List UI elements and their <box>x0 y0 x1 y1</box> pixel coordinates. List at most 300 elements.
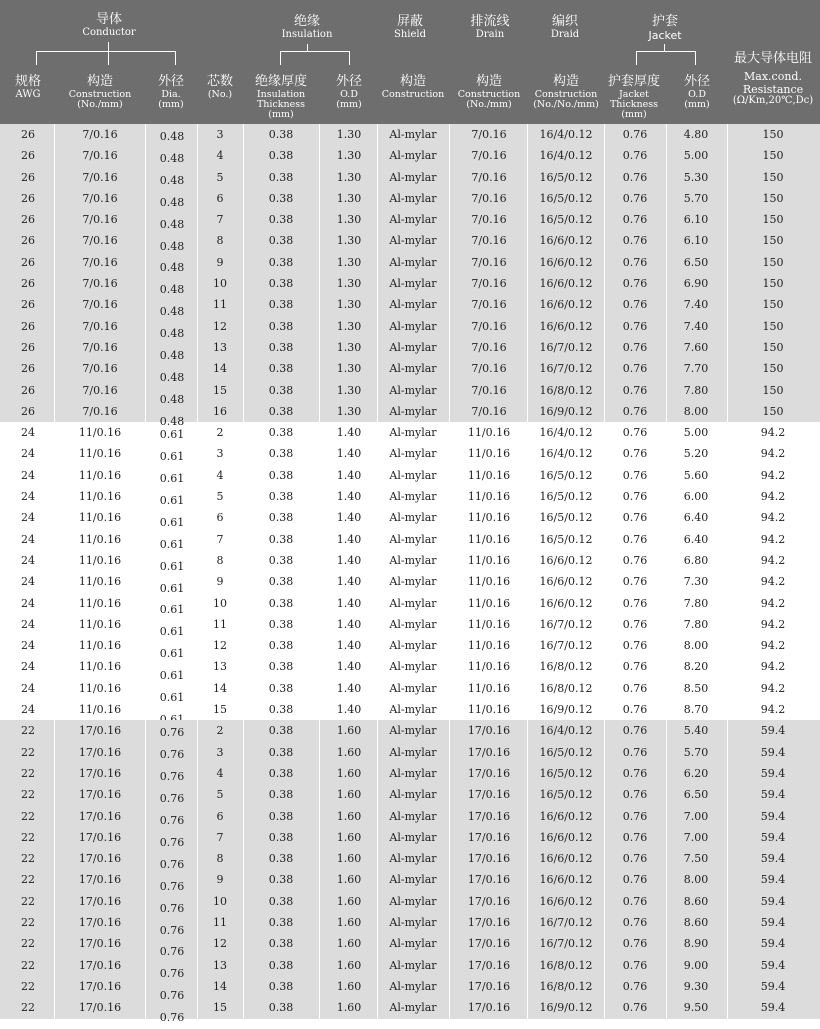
cell-ins-thick: 0.38 <box>268 617 294 631</box>
cell-construction: 11/0.16 <box>78 681 122 695</box>
cell-drain: 7/0.16 <box>471 383 507 397</box>
cell-resistance: 150 <box>762 277 784 291</box>
table-row <box>0 252 820 273</box>
cell-resistance: 150 <box>762 170 784 184</box>
cell-shield: Al-mylar <box>389 873 437 887</box>
cell-ins-od: 1.40 <box>336 468 362 482</box>
cell-od: 6.80 <box>683 553 709 567</box>
cell-shield: Al-mylar <box>389 447 437 461</box>
cell-construction: 17/0.16 <box>78 852 122 866</box>
table-row <box>0 294 820 319</box>
cell-jacket-thick: 0.76 <box>622 447 648 461</box>
cell-ins-thick: 0.38 <box>268 788 294 802</box>
cell-dia: 0.76 <box>159 835 185 849</box>
table-row <box>0 763 820 784</box>
cell-jacket-thick: 0.76 <box>622 170 648 184</box>
cell-ins-od: 1.60 <box>336 852 362 866</box>
cell-shield: Al-mylar <box>389 191 437 205</box>
drain-en2: (No./mm) <box>466 98 512 110</box>
cell-braid: 16/7/0.12 <box>539 340 593 354</box>
cell-jacket-thick: 0.76 <box>622 852 648 866</box>
jacket-bracket-vertical <box>664 44 665 51</box>
shield-zh: 构造 <box>399 74 426 89</box>
cell-cores: 4 <box>216 766 224 780</box>
cell-ins-thick: 0.38 <box>268 255 294 269</box>
cell-shield: Al-mylar <box>389 639 437 653</box>
cell-awg: 26 <box>21 191 35 205</box>
cell-awg: 26 <box>21 255 35 269</box>
cell-cores: 6 <box>216 809 224 823</box>
cell-od: 7.70 <box>683 362 709 376</box>
cell-dia: 0.48 <box>159 261 185 275</box>
cell-jacket-thick: 0.76 <box>622 681 648 695</box>
insulation-group-label <box>262 15 352 41</box>
cell-awg: 24 <box>21 681 35 695</box>
cell-braid: 16/6/0.12 <box>539 809 593 823</box>
cell-awg: 22 <box>21 1001 35 1015</box>
cell-resistance: 94.2 <box>760 596 786 610</box>
cell-jacket-thick: 0.76 <box>622 596 648 610</box>
cell-ins-thick: 0.38 <box>268 681 294 695</box>
table-row <box>0 145 820 166</box>
cell-jacket-thick: 0.76 <box>622 468 648 482</box>
table-row <box>0 678 820 705</box>
cell-ins-thick: 0.38 <box>268 447 294 461</box>
cell-ins-thick: 0.38 <box>268 830 294 844</box>
cell-shield: Al-mylar <box>389 170 437 184</box>
cell-dia: 0.48 <box>159 414 185 428</box>
cell-dia: 0.76 <box>159 770 185 784</box>
cell-drain: 17/0.16 <box>467 894 511 908</box>
cell-drain: 7/0.16 <box>471 298 507 312</box>
cell-shield: Al-mylar <box>389 468 437 482</box>
cell-braid: 16/5/0.12 <box>539 170 593 184</box>
cell-ins-thick: 0.38 <box>268 916 294 930</box>
awg-en: AWG <box>15 89 41 100</box>
cell-od: 7.00 <box>683 830 709 844</box>
cell-shield: Al-mylar <box>389 255 437 269</box>
construction-en2: (No./mm) <box>77 98 123 110</box>
cell-resistance: 94.2 <box>760 703 786 717</box>
col-header-resistance <box>728 52 818 107</box>
cell-cores: 6 <box>216 511 224 525</box>
cell-ins-od: 1.60 <box>336 788 362 802</box>
table-row <box>0 380 820 406</box>
cell-braid: 16/5/0.12 <box>539 745 593 759</box>
cell-jacket-thick: 0.76 <box>622 340 648 354</box>
cell-ins-od: 1.30 <box>336 277 362 291</box>
cell-jacket-thick: 0.76 <box>622 639 648 653</box>
table-row <box>0 997 820 1025</box>
table-row <box>0 550 820 571</box>
cell-drain: 11/0.16 <box>467 660 511 674</box>
cell-awg: 24 <box>21 426 35 440</box>
cell-resistance: 150 <box>762 255 784 269</box>
cell-awg: 24 <box>21 532 35 546</box>
cell-resistance: 94.2 <box>760 639 786 653</box>
cell-resistance: 59.4 <box>760 1001 786 1015</box>
cell-jacket-thick: 0.76 <box>622 1001 648 1015</box>
conductor-bracket-vertical <box>108 42 109 51</box>
cell-dia: 0.48 <box>159 173 185 187</box>
cell-dia: 0.61 <box>159 603 185 617</box>
cell-drain: 11/0.16 <box>467 426 511 440</box>
conductor-bracket-mid <box>108 51 109 65</box>
cell-drain: 7/0.16 <box>471 191 507 205</box>
braid-en1: Construction <box>534 89 598 100</box>
table-row <box>0 124 820 145</box>
cell-braid: 16/6/0.12 <box>539 234 593 248</box>
cell-construction: 11/0.16 <box>78 553 122 567</box>
cell-od: 8.60 <box>683 916 709 930</box>
cell-resistance: 150 <box>762 383 784 397</box>
resistance-zh: 最大导体电阻 <box>733 51 812 66</box>
cell-od: 8.60 <box>683 894 709 908</box>
cell-cores: 3 <box>216 128 224 141</box>
cell-od: 7.30 <box>683 575 709 589</box>
cell-ins-thick: 0.38 <box>268 426 294 440</box>
ins-thick-zh: 绝缘厚度 <box>254 74 307 89</box>
table-row <box>0 422 820 443</box>
cell-ins-od: 1.40 <box>336 639 362 653</box>
cell-dia: 0.48 <box>159 151 185 165</box>
cell-cores: 12 <box>213 937 227 951</box>
cell-dia: 0.48 <box>159 239 185 253</box>
awg-zh: 规格 <box>14 74 41 89</box>
cell-awg: 24 <box>21 596 35 610</box>
cell-braid: 16/6/0.12 <box>539 894 593 908</box>
dia-en2: (mm) <box>158 98 184 110</box>
dia-en1: Dia. <box>161 89 181 100</box>
cell-jacket-thick: 0.76 <box>622 724 648 738</box>
table-row <box>0 358 820 385</box>
cell-resistance: 59.4 <box>760 873 786 887</box>
cell-jacket-thick: 0.76 <box>622 788 648 802</box>
cell-od: 6.10 <box>683 234 709 248</box>
cell-od: 7.40 <box>683 298 709 312</box>
cell-ins-od: 1.30 <box>336 255 362 269</box>
cell-shield: Al-mylar <box>389 852 437 866</box>
cell-braid: 16/8/0.12 <box>539 681 593 695</box>
cell-dia: 0.76 <box>159 857 185 871</box>
cell-shield: Al-mylar <box>389 681 437 695</box>
cell-dia: 0.61 <box>159 472 185 485</box>
cell-dia: 0.48 <box>159 195 185 209</box>
cell-cores: 5 <box>216 170 224 184</box>
cell-construction: 11/0.16 <box>78 596 122 610</box>
cell-ins-thick: 0.38 <box>268 532 294 546</box>
cell-resistance: 150 <box>762 191 784 205</box>
cell-ins-od: 1.60 <box>336 979 362 993</box>
table-row <box>0 720 820 741</box>
jacket-bracket-left <box>636 51 637 65</box>
cell-shield: Al-mylar <box>389 383 437 397</box>
cell-awg: 26 <box>21 213 35 227</box>
cell-od: 8.90 <box>683 937 709 951</box>
cell-awg: 22 <box>21 724 35 738</box>
col-header-drain <box>450 75 528 110</box>
cell-drain: 11/0.16 <box>467 639 511 653</box>
cell-braid: 16/5/0.12 <box>539 191 593 205</box>
cell-jacket-thick: 0.76 <box>622 277 648 291</box>
cell-braid: 16/9/0.12 <box>539 404 593 418</box>
cell-resistance: 59.4 <box>760 894 786 908</box>
cell-ins-thick: 0.38 <box>268 979 294 993</box>
cell-ins-od: 1.40 <box>336 575 362 589</box>
cell-dia: 0.76 <box>159 901 185 915</box>
cell-construction: 7/0.16 <box>82 319 118 333</box>
cell-ins-thick: 0.38 <box>268 873 294 887</box>
cell-braid: 16/7/0.12 <box>539 362 593 376</box>
cell-od: 5.60 <box>683 468 709 482</box>
cores-zh: 芯数 <box>206 74 233 89</box>
cell-awg: 24 <box>21 703 35 717</box>
cell-dia: 0.61 <box>159 581 185 595</box>
cell-shield: Al-mylar <box>389 128 437 141</box>
cell-construction: 17/0.16 <box>78 894 122 908</box>
cell-shield: Al-mylar <box>389 234 437 248</box>
cell-awg: 24 <box>21 468 35 482</box>
cell-construction: 7/0.16 <box>82 170 118 184</box>
cell-jacket-thick: 0.76 <box>622 916 648 930</box>
cell-construction: 7/0.16 <box>82 149 118 163</box>
cell-braid: 16/5/0.12 <box>539 788 593 802</box>
cell-ins-od: 1.40 <box>336 703 362 717</box>
table-row <box>0 827 820 848</box>
cell-braid: 16/8/0.12 <box>539 383 593 397</box>
table-row <box>0 933 820 959</box>
cell-jacket-thick: 0.76 <box>622 383 648 397</box>
cell-awg: 26 <box>21 319 35 333</box>
drain-top-en: Drain <box>475 29 505 40</box>
cell-resistance: 150 <box>762 128 784 141</box>
cell-drain: 7/0.16 <box>471 128 507 141</box>
cell-braid: 16/9/0.12 <box>539 1001 593 1015</box>
cell-ins-thick: 0.38 <box>268 213 294 227</box>
cell-od: 8.70 <box>683 703 709 717</box>
cell-drain: 17/0.16 <box>467 788 511 802</box>
cell-resistance: 150 <box>762 213 784 227</box>
awg-group <box>0 124 820 428</box>
cell-shield: Al-mylar <box>389 745 437 759</box>
cell-drain: 17/0.16 <box>467 852 511 866</box>
cell-dia: 0.48 <box>159 327 185 341</box>
col-header-jacket-thickness <box>603 75 665 120</box>
cell-awg: 24 <box>21 490 35 504</box>
cell-shield: Al-mylar <box>389 916 437 930</box>
cell-awg: 24 <box>21 639 35 653</box>
cell-dia: 0.76 <box>159 989 185 1003</box>
cell-dia: 0.48 <box>159 371 185 385</box>
cell-awg: 24 <box>21 660 35 674</box>
insulation-group-zh: 绝缘 <box>293 14 320 29</box>
cell-dia: 0.76 <box>159 967 185 981</box>
cell-shield: Al-mylar <box>389 340 437 354</box>
cell-cores: 10 <box>213 277 227 291</box>
cell-resistance: 94.2 <box>760 426 786 440</box>
cell-ins-od: 1.30 <box>336 340 362 354</box>
cell-jacket-thick: 0.76 <box>622 617 648 631</box>
cell-braid: 16/7/0.12 <box>539 639 593 653</box>
cell-cores: 16 <box>213 404 227 418</box>
cell-braid: 16/4/0.12 <box>539 149 593 163</box>
cell-dia: 0.76 <box>159 726 185 740</box>
table-row <box>0 167 820 188</box>
cell-shield: Al-mylar <box>389 511 437 525</box>
cell-jacket-thick: 0.76 <box>622 703 648 717</box>
cell-resistance: 59.4 <box>760 958 786 972</box>
cell-drain: 11/0.16 <box>467 553 511 567</box>
cell-ins-od: 1.40 <box>336 511 362 525</box>
shield-top-label <box>370 15 450 41</box>
cell-braid: 16/4/0.12 <box>539 724 593 738</box>
cell-awg: 22 <box>21 788 35 802</box>
cell-braid: 16/6/0.12 <box>539 575 593 589</box>
cell-drain: 17/0.16 <box>467 1001 511 1015</box>
cell-cores: 15 <box>213 1001 227 1015</box>
cell-awg: 22 <box>21 937 35 951</box>
cell-drain: 17/0.16 <box>467 916 511 930</box>
cell-drain: 7/0.16 <box>471 170 507 184</box>
cell-drain: 11/0.16 <box>467 511 511 525</box>
cell-shield: Al-mylar <box>389 596 437 610</box>
cell-drain: 11/0.16 <box>467 617 511 631</box>
drain-top-label <box>450 15 530 41</box>
cell-construction: 11/0.16 <box>78 660 122 674</box>
cell-resistance: 94.2 <box>760 553 786 567</box>
cell-jacket-thick: 0.76 <box>622 575 648 589</box>
cell-awg: 26 <box>21 170 35 184</box>
cell-jacket-thick: 0.76 <box>622 979 648 993</box>
cell-shield: Al-mylar <box>389 703 437 717</box>
cell-awg: 22 <box>21 809 35 823</box>
cell-ins-thick: 0.38 <box>268 553 294 567</box>
cell-braid: 16/6/0.12 <box>539 319 593 333</box>
cell-braid: 16/8/0.12 <box>539 660 593 674</box>
cell-cores: 11 <box>213 298 227 312</box>
cell-cores: 12 <box>213 319 227 333</box>
cell-cores: 8 <box>216 852 224 866</box>
col-header-shield <box>378 75 448 100</box>
cell-od: 5.00 <box>683 149 709 163</box>
cell-od: 6.40 <box>683 511 709 525</box>
col-header-cores <box>198 75 242 100</box>
cell-construction: 17/0.16 <box>78 958 122 972</box>
cell-dia: 0.61 <box>159 428 185 442</box>
cell-awg: 22 <box>21 873 35 887</box>
cell-braid: 16/5/0.12 <box>539 468 593 482</box>
cell-construction: 17/0.16 <box>78 1001 122 1015</box>
jacket-group-label <box>620 15 710 42</box>
cell-jacket-thick: 0.76 <box>622 553 648 567</box>
cell-shield: Al-mylar <box>389 426 437 440</box>
table-row <box>0 912 820 937</box>
cell-ins-od: 1.40 <box>336 660 362 674</box>
cell-od: 6.20 <box>683 766 709 780</box>
cell-shield: Al-mylar <box>389 213 437 227</box>
cell-od: 7.80 <box>683 596 709 610</box>
cell-od: 4.80 <box>683 128 709 141</box>
cell-ins-thick: 0.38 <box>268 703 294 717</box>
cell-od: 9.00 <box>683 958 709 972</box>
cell-jacket-thick: 0.76 <box>622 532 648 546</box>
resistance-en1: Max.cond. <box>744 70 802 83</box>
cell-ins-thick: 0.38 <box>268 937 294 951</box>
cell-resistance: 59.4 <box>760 916 786 930</box>
cell-awg: 26 <box>21 149 35 163</box>
cell-braid: 16/8/0.12 <box>539 958 593 972</box>
cell-shield: Al-mylar <box>389 362 437 376</box>
cell-ins-thick: 0.38 <box>268 511 294 525</box>
cell-ins-od: 1.40 <box>336 426 362 440</box>
cell-braid: 16/8/0.12 <box>539 979 593 993</box>
table-row <box>0 976 820 1003</box>
cell-ins-od: 1.30 <box>336 319 362 333</box>
cell-shield: Al-mylar <box>389 319 437 333</box>
cell-drain: 17/0.16 <box>467 766 511 780</box>
cell-resistance: 94.2 <box>760 681 786 695</box>
cell-braid: 16/5/0.12 <box>539 490 593 504</box>
cell-awg: 26 <box>21 128 35 141</box>
cell-ins-thick: 0.38 <box>268 149 294 163</box>
cell-dia: 0.61 <box>159 691 185 705</box>
cell-drain: 7/0.16 <box>471 404 507 418</box>
cell-construction: 17/0.16 <box>78 766 122 780</box>
cell-resistance: 94.2 <box>760 468 786 482</box>
cell-awg: 26 <box>21 383 35 397</box>
cell-shield: Al-mylar <box>389 149 437 163</box>
cell-braid: 16/7/0.12 <box>539 916 593 930</box>
cell-construction: 17/0.16 <box>78 873 122 887</box>
cell-jacket-thick: 0.76 <box>622 191 648 205</box>
cell-awg: 22 <box>21 766 35 780</box>
table-row <box>0 486 820 507</box>
cell-construction: 7/0.16 <box>82 213 118 227</box>
cell-ins-od: 1.30 <box>336 404 362 418</box>
ins-thick-en3: (mm) <box>268 108 294 120</box>
cell-shield: Al-mylar <box>389 575 437 589</box>
cell-jacket-thick: 0.76 <box>622 958 648 972</box>
cell-jacket-thick: 0.76 <box>622 234 648 248</box>
cell-construction: 17/0.16 <box>78 979 122 993</box>
cell-shield: Al-mylar <box>389 404 437 418</box>
awg-group <box>0 422 820 720</box>
cell-cores: 13 <box>213 660 227 674</box>
cell-drain: 7/0.16 <box>471 340 507 354</box>
cell-od: 6.10 <box>683 213 709 227</box>
cell-resistance: 94.2 <box>760 660 786 674</box>
cell-ins-thick: 0.38 <box>268 575 294 589</box>
cell-ins-od: 1.40 <box>336 447 362 461</box>
conductor-bracket-left <box>36 51 37 65</box>
cell-od: 8.00 <box>683 639 709 653</box>
cell-od: 6.40 <box>683 532 709 546</box>
cell-od: 7.80 <box>683 617 709 631</box>
cell-resistance: 94.2 <box>760 490 786 504</box>
cell-awg: 24 <box>21 553 35 567</box>
cell-awg: 24 <box>21 575 35 589</box>
cell-cores: 9 <box>216 575 224 589</box>
cell-braid: 16/4/0.12 <box>539 128 593 141</box>
cell-od: 9.30 <box>683 979 709 993</box>
table-row <box>0 188 820 209</box>
cell-ins-od: 1.30 <box>336 149 362 163</box>
cell-dia: 0.61 <box>159 450 185 464</box>
cell-drain: 17/0.16 <box>467 745 511 759</box>
cell-construction: 11/0.16 <box>78 639 122 653</box>
table-row <box>0 955 820 981</box>
cell-dia: 0.48 <box>159 217 185 231</box>
